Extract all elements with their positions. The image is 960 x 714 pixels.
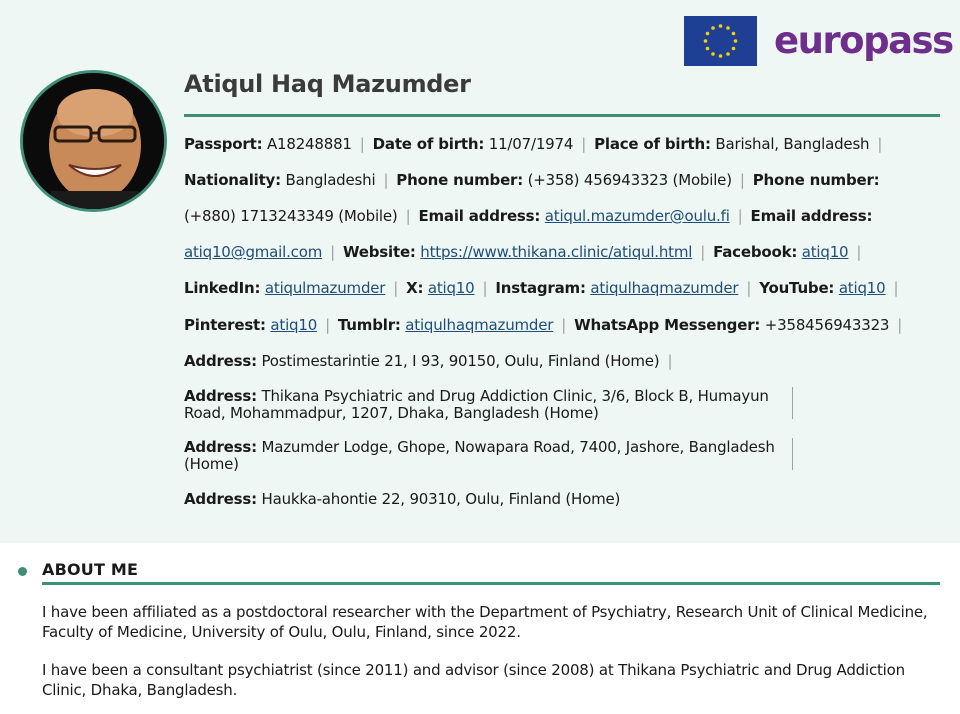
- email-link-1[interactable]: atiqul.mazumder@oulu.fi: [544, 207, 730, 225]
- address-label-4: Address:: [184, 490, 257, 508]
- dob-label: Date of birth:: [372, 135, 485, 153]
- address-block-3: [184, 439, 794, 473]
- email-link-2[interactable]: atiq10@gmail.com: [184, 243, 323, 261]
- nationality-label: Nationality:: [184, 171, 281, 189]
- pob-label: Place of birth:: [594, 135, 711, 153]
- pinterest-label: Pinterest:: [184, 316, 266, 334]
- dob-value: 11/07/1974: [488, 135, 574, 153]
- website-link[interactable]: https://www.thikana.clinic/atiqul.html: [420, 243, 693, 261]
- linkedin-link[interactable]: atiqulmazumder: [264, 279, 386, 297]
- info-line-1: Passport: A18248881 | Date of birth: 11/07/1974 | Place of birth: Barishal, Bangladesh |: [184, 135, 883, 153]
- facebook-link[interactable]: atiq10: [801, 243, 849, 261]
- address-label-3: Address:: [184, 438, 257, 456]
- email-label-2: Email address:: [750, 207, 873, 225]
- address-value-3: Mazumder Lodge, Ghope, Nowapara Road, 7400, Jashore, Bangladesh (Home): [184, 438, 775, 473]
- instagram-label: Instagram:: [495, 279, 586, 297]
- info-line-4: atiq10@gmail.com | Website: https://www.thikana.clinic/atiqul.html | Facebook: atiq10 |: [184, 243, 862, 261]
- passport-value: A18248881: [266, 135, 352, 153]
- europass-wordmark: europass: [774, 19, 953, 62]
- about-title: ABOUT ME: [42, 560, 139, 579]
- europass-logo: [684, 16, 953, 66]
- about-paragraph-2: I have been a consultant psychiatrist (since 2011) and advisor (since 2008) at Thikana Psychiatric and Drug Addiction Clinic, Dhaka, Bangladesh.: [42, 661, 905, 699]
- phone-value-1: (+358) 456943323 (Mobile): [527, 171, 732, 189]
- info-line-6: Pinterest: atiq10 | Tumblr: atiqulhaqmazumder | WhatsApp Messenger: +358456943323 |: [184, 316, 903, 334]
- phone-label-2: Phone number:: [752, 171, 880, 189]
- youtube-label: YouTube:: [759, 279, 835, 297]
- info-line-2: Nationality: Bangladeshi | Phone number: (+358) 456943323 (Mobile) | Phone number:: [184, 171, 880, 189]
- address-value-1: Postimestarintie 21, I 93, 90150, Oulu, Finland (Home): [261, 352, 660, 370]
- tumblr-label: Tumblr:: [337, 316, 401, 334]
- name-divider: [184, 114, 940, 117]
- address-separator-3: [792, 438, 793, 470]
- pob-value: Barishal, Bangladesh: [715, 135, 870, 153]
- phone-label: Phone number:: [396, 171, 524, 189]
- email-label: Email address:: [418, 207, 541, 225]
- address-label-2: Address:: [184, 387, 257, 405]
- phone-value-2: (+880) 1713243349 (Mobile): [184, 207, 398, 225]
- website-label: Website:: [342, 243, 416, 261]
- address-value-2: Thikana Psychiatric and Drug Addiction Clinic, 3/6, Block B, Humayun Road, Mohammadpur, 1207, Dhaka, Bangladesh (Home): [184, 387, 769, 422]
- eu-flag-icon: [684, 16, 757, 66]
- nationality-value: Bangladeshi: [285, 171, 376, 189]
- info-line-3: (+880) 1713243349 (Mobile) | Email address: atiqul.mazumder@oulu.fi | Email address:: [184, 207, 873, 225]
- address-line-4: [184, 490, 620, 508]
- address-block-2: [184, 388, 794, 422]
- about-paragraph-1: I have been affiliated as a postdoctoral researcher with the Department of Psychiatry, Research Unit of Clinical Medicine, Faculty of Medicine, University of Oulu, Oulu, Finland, since 2022.: [42, 603, 928, 641]
- instagram-link[interactable]: atiqulhaqmazumder: [590, 279, 739, 297]
- section-bullet-icon: [18, 567, 27, 576]
- youtube-link[interactable]: atiq10: [838, 279, 886, 297]
- tumblr-link[interactable]: atiqulhaqmazumder: [405, 316, 554, 334]
- pinterest-link[interactable]: atiq10: [270, 316, 318, 334]
- address-line-1: Address: Postimestarintie 21, I 93, 90150, Oulu, Finland (Home) |: [184, 352, 673, 370]
- x-link[interactable]: atiq10: [427, 279, 475, 297]
- linkedin-label: LinkedIn:: [184, 279, 261, 297]
- address-separator-2: [792, 387, 793, 419]
- address-label-1: Address:: [184, 352, 257, 370]
- person-name: Atiqul Haq Mazumder: [184, 70, 471, 98]
- info-line-5: LinkedIn: atiqulmazumder | X: atiq10 | Instagram: atiqulhaqmazumder | YouTube: atiq10 |: [184, 279, 899, 297]
- about-divider: [42, 582, 940, 585]
- passport-label: Passport:: [184, 135, 263, 153]
- address-value-4: Haukka-ahontie 22, 90310, Oulu, Finland (Home): [261, 490, 621, 508]
- whatsapp-value: +358456943323: [764, 316, 890, 334]
- x-label: X:: [406, 279, 424, 297]
- facebook-label: Facebook:: [713, 243, 798, 261]
- profile-photo: [20, 70, 167, 212]
- whatsapp-label: WhatsApp Messenger:: [574, 316, 761, 334]
